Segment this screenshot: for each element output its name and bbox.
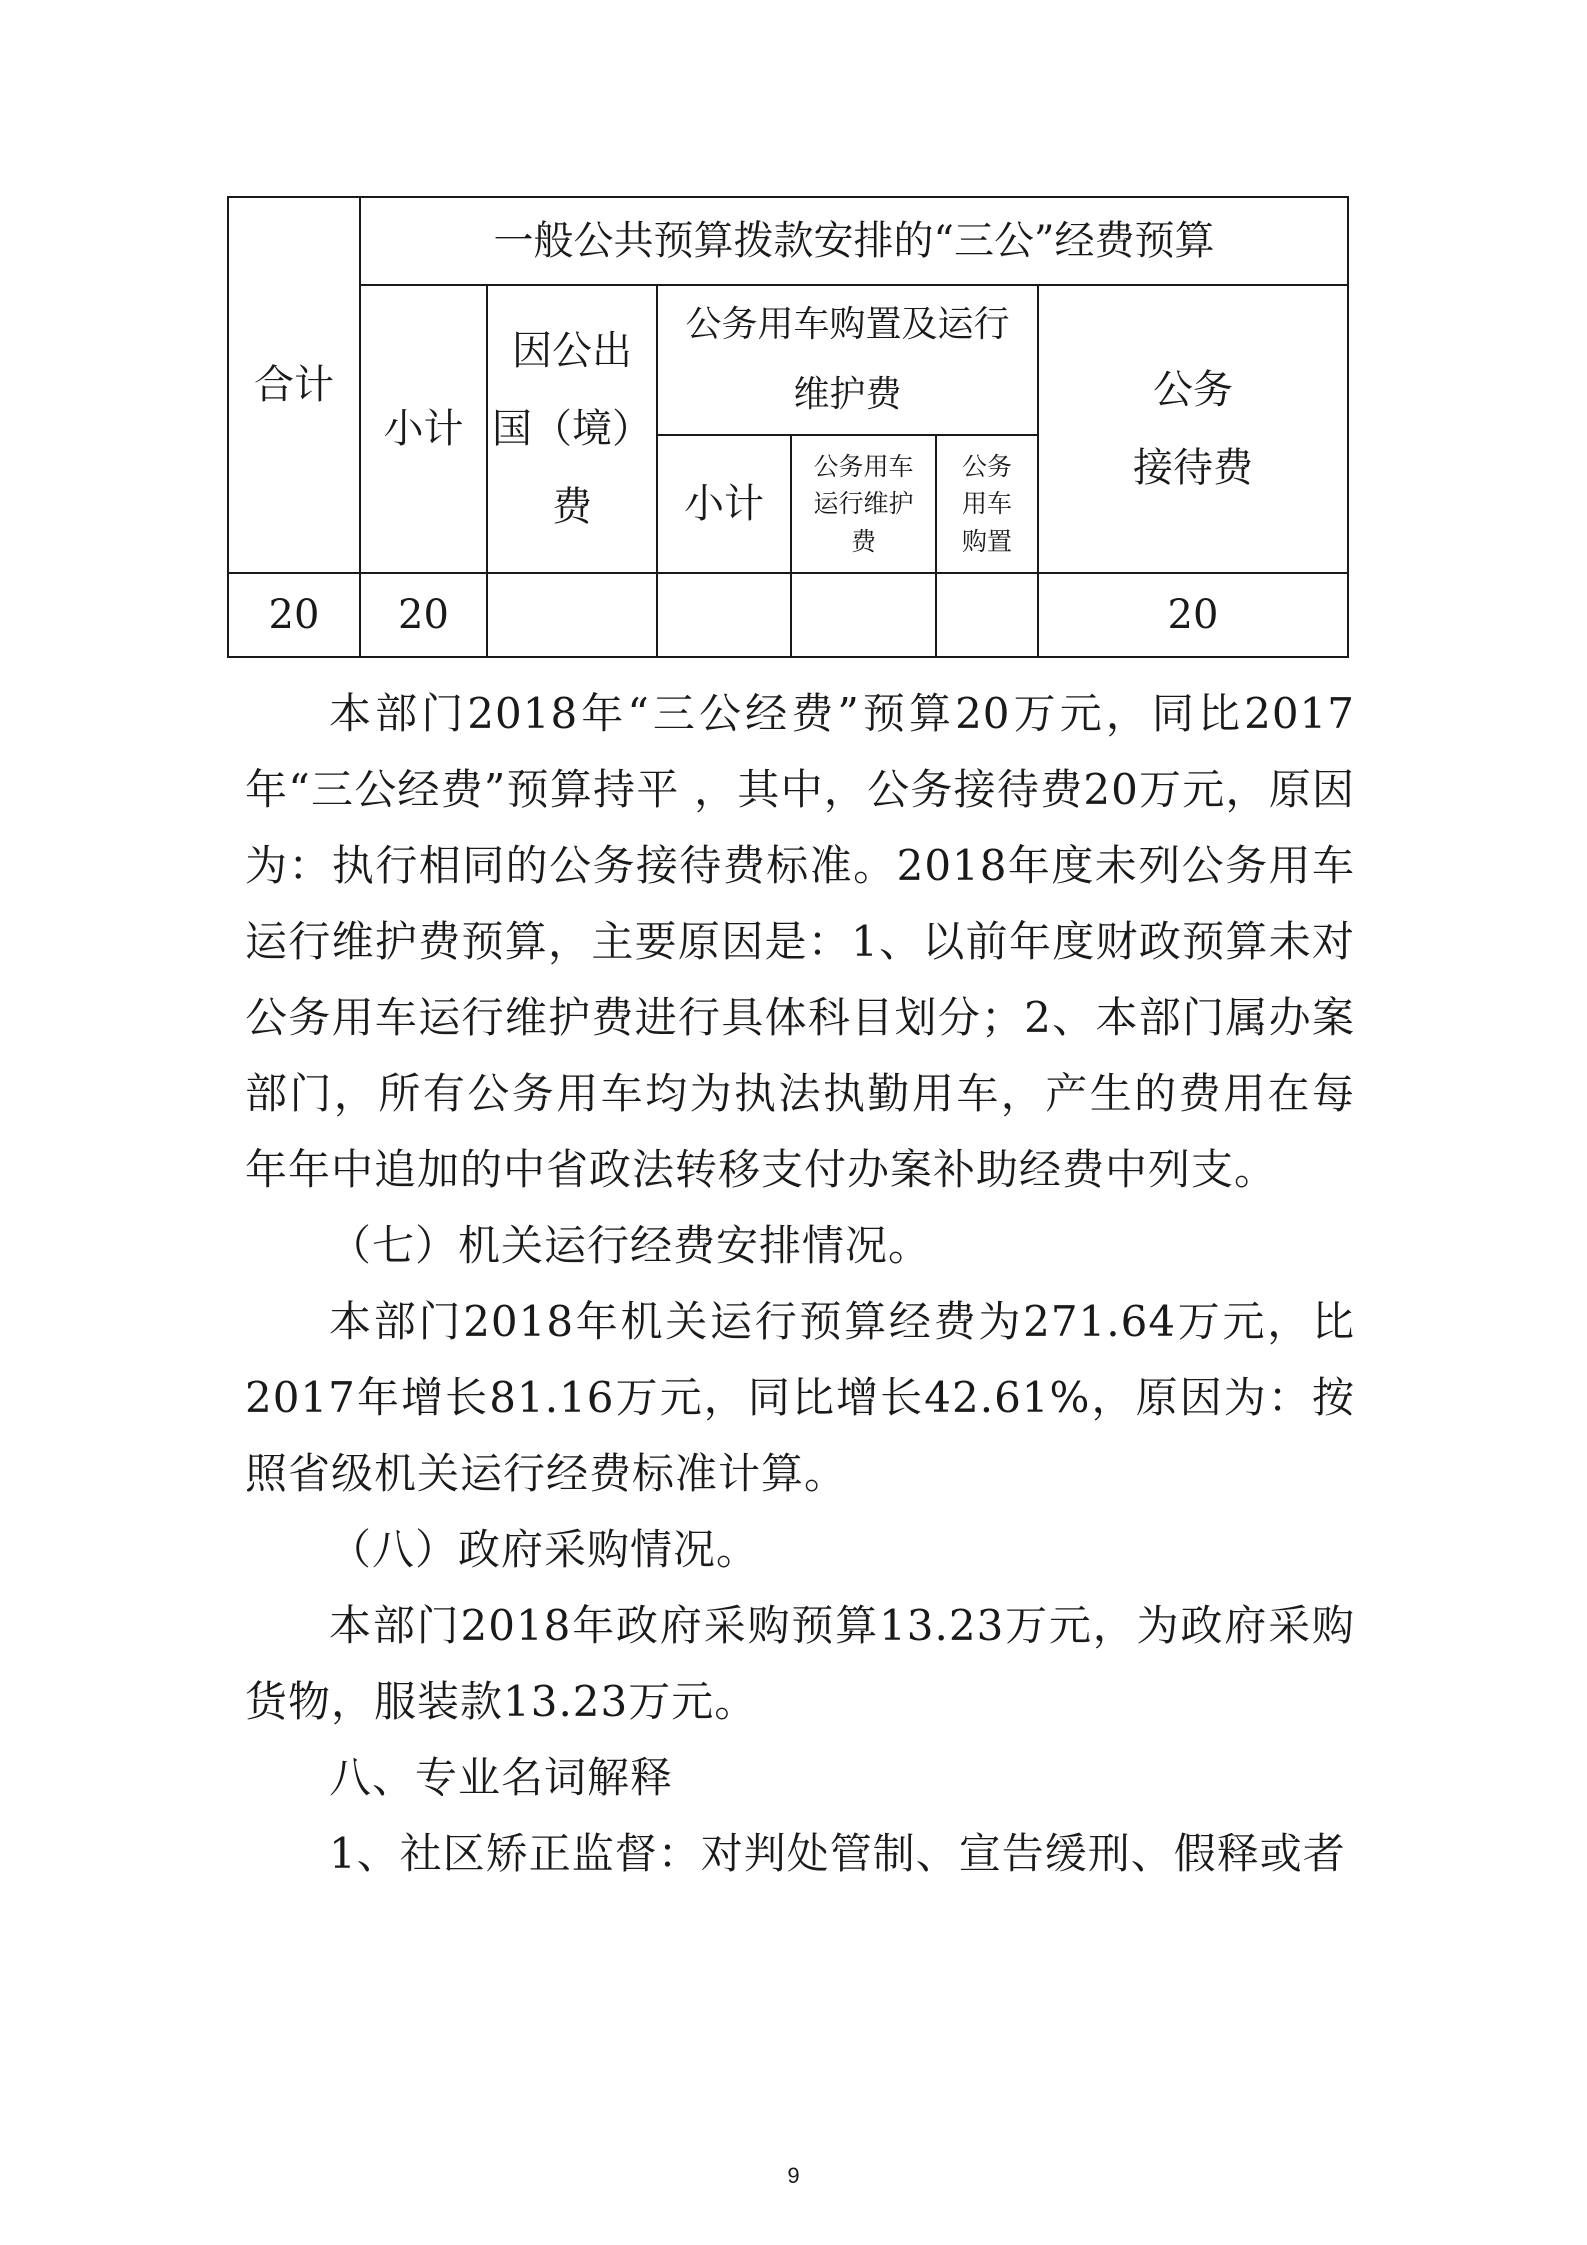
- value-vehicle-run: [791, 573, 936, 657]
- header-vehicle-run-line2: 运行维护: [813, 489, 914, 519]
- page-number: 9: [787, 2163, 800, 2188]
- section-heading-terms: 八、专业名词解释: [329, 1753, 674, 1802]
- subheading-procurement: （八）政府采购情况。: [329, 1525, 760, 1574]
- header-subtotal: 小计: [360, 285, 487, 573]
- header-abroad: [487, 285, 657, 573]
- header-vehicle-subtotal: 小计: [657, 435, 791, 574]
- subheading-operating-funds: （七）机关运行经费安排情况。: [329, 1221, 932, 1270]
- value-vehicle-buy: [936, 573, 1038, 657]
- header-vehicle-run-line3: 费: [850, 526, 876, 556]
- body-text: [245, 676, 1355, 1892]
- paragraph-three-public-explanation: 本部门2018年“三公经费”预算20万元，同比2017年“三公经费”预算持平 ，其中，公务接待费20万元，原因为：执行相同的公务接待费标准。2018年度未列公务用车运行维护费预算，主要原因是：1、以前年度财政预算未对公务用车运行维护费进行具体科目划分；2、本部门属办案部门，所有公务用车均为执法执勤用车，产生的费用在每年年中追加的中省政法转移支付办案补助经费中列支。: [245, 689, 1355, 1194]
- header-vehicle-group-line2: 维护费: [793, 373, 902, 415]
- header-group: 一般公共预算拨款安排的“三公”经费预算: [360, 197, 1348, 285]
- header-reception: [1038, 285, 1348, 573]
- header-abroad-line1: 因公出: [512, 328, 632, 375]
- header-abroad-line3: 费: [552, 484, 592, 531]
- header-vehicle-buy: [936, 435, 1038, 574]
- header-vehicle-buy-line1: 公务: [961, 451, 1012, 481]
- header-vehicle-buy-line2: 用车: [961, 489, 1012, 519]
- paragraph-term-1: 1、社区矫正监督：对判处管制、宣告缓刑、假释或者: [329, 1829, 1346, 1878]
- three-public-budget-table: [227, 196, 1349, 658]
- header-abroad-line2: 国（境）: [492, 406, 652, 453]
- header-vehicle-run-line1: 公务用车: [813, 451, 914, 481]
- value-vehicle-subtotal: [657, 573, 791, 657]
- paragraph-operating-funds: 本部门2018年机关运行预算经费为271.64万元，比2017年增长81.16万元，同比增长42.61%，原因为：按照省级机关运行经费标准计算。: [245, 1297, 1355, 1498]
- value-subtotal: 20: [360, 573, 487, 657]
- header-reception-line1: 公务: [1153, 367, 1233, 414]
- header-vehicle-buy-line3: 购置: [961, 526, 1012, 556]
- value-abroad: [487, 573, 657, 657]
- header-reception-line2: 接待费: [1133, 445, 1253, 492]
- value-total: 20: [228, 573, 360, 657]
- header-vehicle-run: [791, 435, 936, 574]
- paragraph-procurement: 本部门2018年政府采购预算13.23万元，为政府采购货物，服装款13.23万元。: [245, 1601, 1355, 1726]
- value-reception: 20: [1038, 573, 1348, 657]
- header-vehicle-group: [657, 285, 1038, 434]
- header-total: 合计: [228, 197, 360, 573]
- header-vehicle-group-line1: 公务用车购置及运行: [685, 303, 1010, 345]
